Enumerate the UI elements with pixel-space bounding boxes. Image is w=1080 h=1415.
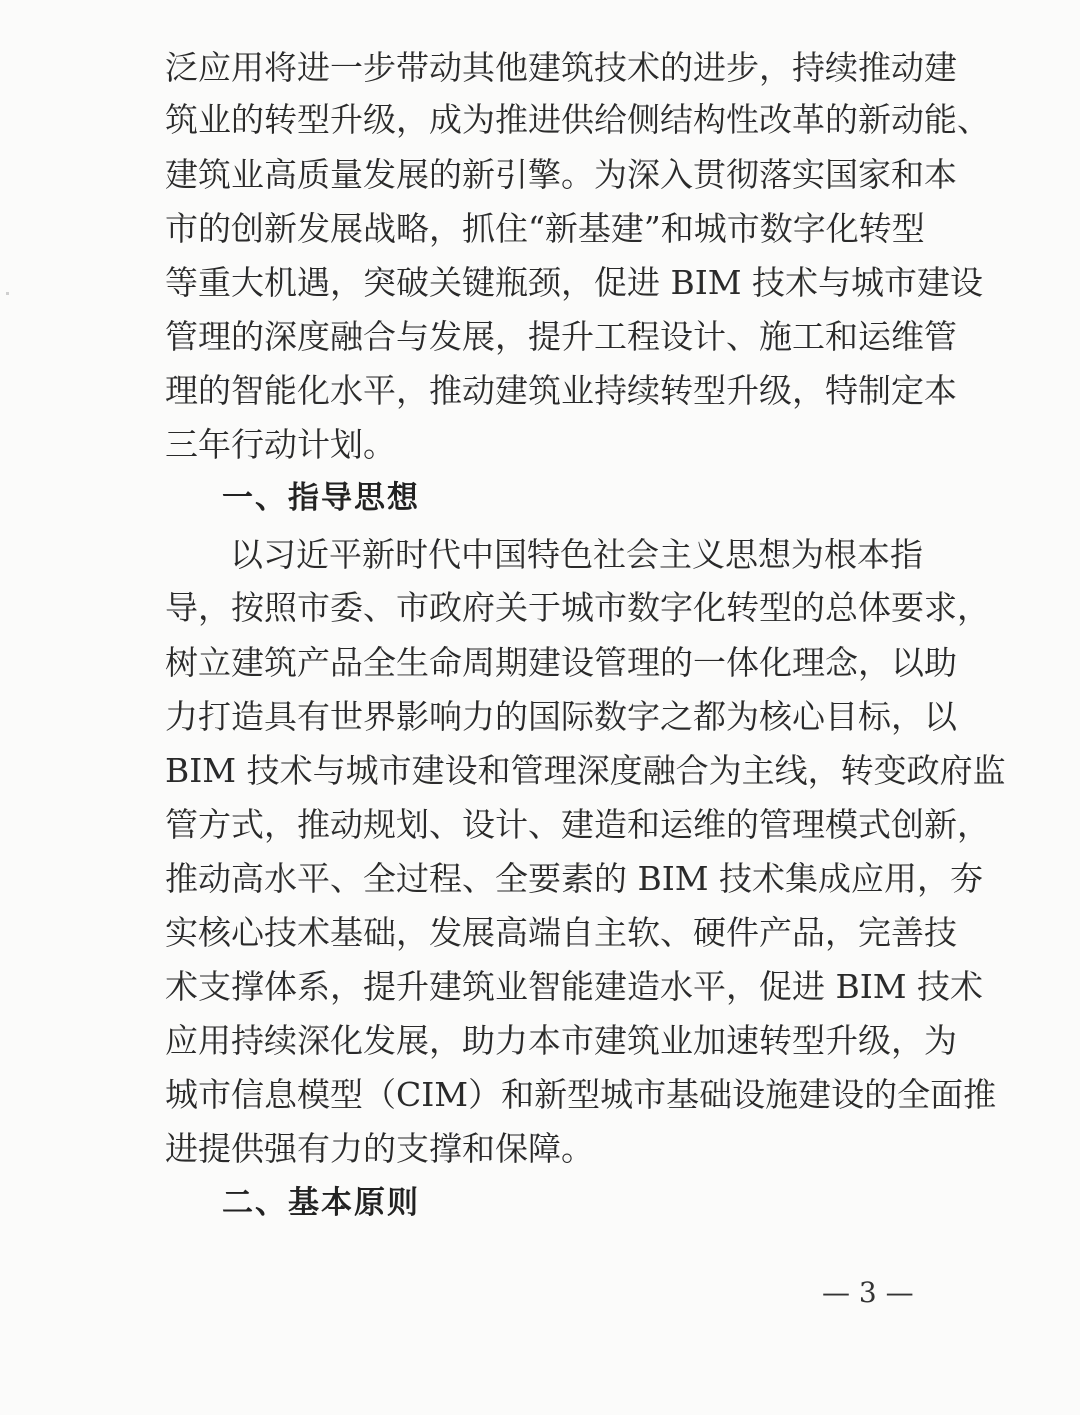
- text-line: 树立建筑产品全生命周期建设管理的一体化理念，以助: [165, 643, 957, 682]
- section-heading-guiding-ideology: 一、指导思想: [222, 480, 420, 516]
- text-line: 导，按照市委、市政府关于城市数字化转型的总体要求，: [165, 588, 990, 627]
- scan-speck: [6, 292, 9, 295]
- text-line: 城市信息模型（CIM）和新型城市基础设施建设的全面推: [165, 1075, 997, 1114]
- text-line: 应用持续深化发展，助力本市建筑业加速转型升级，为: [165, 1021, 957, 1060]
- text-line: 实核心技术基础，发展高端自主软、硬件产品，完善技: [165, 913, 957, 952]
- text-line: BIM 技术与城市建设和管理深度融合为主线，转变政府监: [165, 751, 1006, 790]
- text-line: 筑业的转型升级，成为推进供给侧结构性改革的新动能、: [165, 100, 990, 139]
- text-line: 力打造具有世界影响力的国际数字之都为核心目标，以: [165, 697, 957, 736]
- text-line: 市的创新发展战略，抓住“新基建”和城市数字化转型: [165, 209, 925, 248]
- text-line: 等重大机遇，突破关键瓶颈，促进 BIM 技术与城市建设: [165, 263, 984, 302]
- text-line: 管理的深度融合与发展，提升工程设计、施工和运维管: [165, 317, 957, 356]
- text-line: 管方式，推动规划、设计、建造和运维的管理模式创新，: [165, 805, 990, 844]
- text-line: 进提供强有力的支撑和保障。: [165, 1129, 594, 1168]
- text-line: 三年行动计划。: [165, 425, 396, 464]
- text-line: 泛应用将进一步带动其他建筑技术的进步，持续推动建: [165, 48, 957, 87]
- text-line: 理的智能化水平，推动建筑业持续转型升级，特制定本: [165, 371, 957, 410]
- text-line: 术支撑体系，提升建筑业智能建造水平，促进 BIM 技术: [165, 967, 984, 1006]
- section-heading-basic-principles: 二、基本原则: [222, 1185, 420, 1221]
- page-number: — 3 —: [822, 1276, 914, 1309]
- text-line: 建筑业高质量发展的新引擎。为深入贯彻落实国家和本: [165, 155, 957, 194]
- text-line: 推动高水平、全过程、全要素的 BIM 技术集成应用，夯: [165, 859, 984, 898]
- text-line: 以习近平新时代中国特色社会主义思想为根本指: [230, 535, 923, 574]
